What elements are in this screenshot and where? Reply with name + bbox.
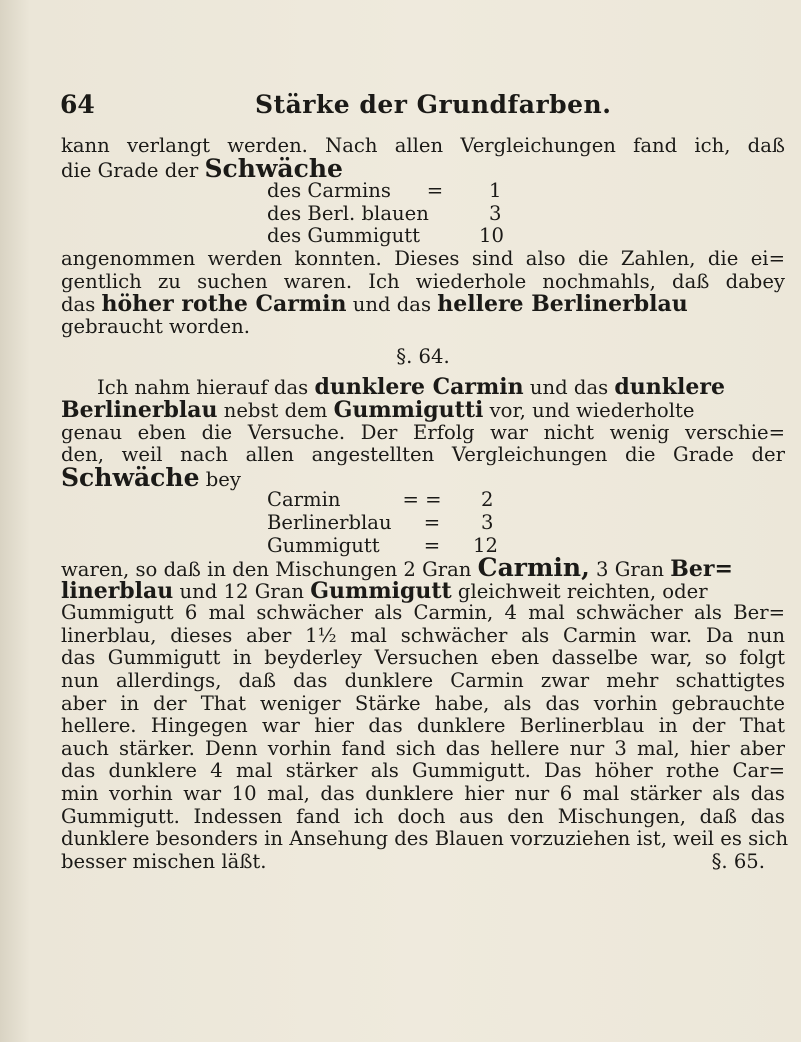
- text-line: dunklere besonders in Ansehung des Blauen vorzuziehen ist, weil es sich: [61, 827, 789, 851]
- table-row: [267, 203, 785, 226]
- text-line: Gummigutt 6 mal schwächer als Carmin, 4 mal schwächer als Ber=: [61, 601, 785, 625]
- table-dash: =: [426, 179, 444, 203]
- table-value: 3: [489, 201, 502, 225]
- text-run: und 12 Gran: [179, 579, 305, 603]
- text-line: min vorhin war 10 mal, das dunklere hier nur 6 mal stärker als das: [61, 782, 785, 806]
- text-line: [61, 153, 785, 183]
- text-run: und das: [352, 293, 432, 317]
- text-line: hellere. Hingegen war hier das dunklere Berlinerblau in der That: [61, 714, 785, 738]
- table-dash: [415, 225, 455, 248]
- text-line: kann verlangt werden. Nach allen Vergleichungen fand ich, daß: [61, 134, 785, 157]
- text-line: [61, 553, 785, 583]
- text-line: das dunklere 4 mal stärker als Gummigutt. Das höher rothe Car=: [61, 759, 785, 783]
- text-run: und das: [529, 376, 609, 400]
- table-value: 10: [479, 224, 504, 248]
- ratio-table: [61, 180, 785, 248]
- text-line: [61, 851, 785, 874]
- text-line: [61, 577, 785, 604]
- text-run: vor, und wiederholte: [489, 398, 695, 422]
- text-line: gebraucht worden.: [61, 314, 250, 338]
- table-dash: =: [423, 510, 441, 534]
- text-run: gleichweit reichten, oder: [457, 579, 708, 603]
- catchword: §. 65.: [711, 849, 765, 873]
- bold-term: hellere Berlinerblau: [437, 291, 688, 318]
- text-line: angenommen werden konnten. Dieses sind also die Zahlen, die ei=: [61, 246, 785, 270]
- text-run: waren, so daß in den Mischungen 2 Gran: [61, 558, 472, 582]
- table-row: [267, 489, 785, 512]
- table-name: Gummigutt: [267, 533, 380, 557]
- text-line: [61, 396, 785, 423]
- text-run: Ich nahm hierauf das: [97, 376, 309, 400]
- table-value: 3: [481, 510, 494, 534]
- text-line: nun allerdings, daß das dunklere Carmin zwar mehr schattigtes: [61, 669, 785, 693]
- text-line: den, weil nach allen angestellten Vergleichungen die Grade der: [61, 443, 785, 467]
- table-row: [267, 225, 785, 248]
- table-name: des Berl. blauen: [267, 201, 429, 225]
- bold-term: Schwäche: [61, 462, 200, 492]
- text-line: aber in der That weniger Stärke habe, als das vorhin gebrauchte: [61, 691, 785, 715]
- running-title: Stärke der Grundfarben.: [255, 90, 612, 119]
- text-line: das Gummigutt in beyderley Versuchen eben dasselbe war, so folgt: [61, 646, 785, 670]
- text-line: auch stärker. Denn vorhin fand sich das hellere nur 3 mal, hier aber: [61, 736, 785, 760]
- text-line: [61, 293, 785, 316]
- ratio-table: [61, 489, 785, 557]
- bold-term: linerblau: [61, 577, 174, 604]
- table-row: [267, 512, 785, 535]
- table-name: des Carmins: [267, 179, 391, 203]
- table-value: 1: [489, 179, 502, 203]
- bold-term: dunklere: [614, 374, 725, 401]
- bold-term: Gummigutt: [310, 577, 452, 604]
- text-line: genau eben die Versuche. Der Erfolg war nicht wenig verschie=: [61, 420, 785, 444]
- table-name: Carmin: [267, 488, 341, 512]
- bold-term: Ber=: [670, 556, 733, 583]
- bold-term: Berlinerblau: [61, 396, 218, 423]
- text-line: [61, 462, 785, 492]
- bold-term: höher rothe Carmin: [101, 291, 347, 318]
- text-run: bey: [205, 467, 241, 491]
- text-line: linerblau, dieses aber 1½ mal schwächer als Carmin war. Da nun: [61, 623, 785, 647]
- text-run: das: [61, 293, 96, 317]
- table-name: des Gummigutt: [267, 224, 421, 248]
- running-header: [0, 86, 801, 126]
- text-line: gentlich zu suchen waren. Ich wiederhole nochmahls, daß dabey: [61, 269, 785, 293]
- table-value: 12: [473, 533, 498, 557]
- text-line: Gummigutt. Indessen fand ich doch aus den Mischungen, daß das: [61, 804, 785, 828]
- text-line: [61, 376, 785, 399]
- text-run: 3 Gran: [596, 558, 665, 582]
- page-number: 64: [60, 90, 95, 119]
- bold-term: dunklere Carmin: [314, 374, 524, 401]
- body-text: [61, 134, 789, 873]
- bold-term: Gummigutti: [333, 396, 484, 423]
- text-run: die Grade der: [61, 158, 199, 182]
- table-dash: = =: [402, 488, 442, 512]
- table-row: [267, 180, 785, 203]
- table-name: Berlinerblau: [267, 510, 392, 534]
- section-heading: §. 64.: [396, 345, 450, 369]
- table-dash: [415, 203, 455, 226]
- table-dash: =: [423, 533, 441, 557]
- text-run: besser mischen läßt.: [61, 849, 267, 873]
- bold-term: Carmin,: [477, 553, 590, 583]
- table-value: 2: [481, 488, 494, 512]
- bold-term: Schwäche: [204, 153, 343, 183]
- text-run: nebst dem: [223, 398, 328, 422]
